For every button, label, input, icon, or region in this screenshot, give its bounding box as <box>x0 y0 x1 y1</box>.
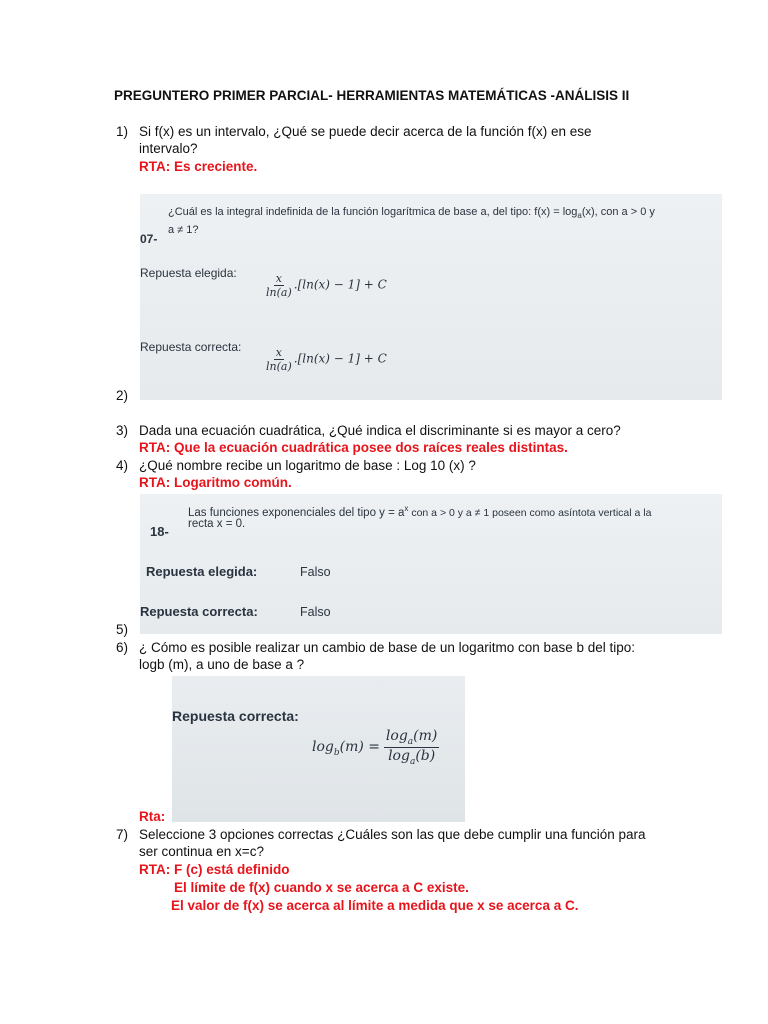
question-screenshot <box>140 194 722 400</box>
question-id: 07- <box>140 232 158 246</box>
question-number: 6) <box>116 640 129 655</box>
chosen-answer-value: Falso <box>300 565 331 579</box>
question-screenshot <box>140 494 722 634</box>
question-text: ¿ Cómo es posible realizar un cambio de base de un logaritmo con base b del tipo: <box>139 640 636 655</box>
question-text: logb (m), a uno de base a ? <box>139 657 305 672</box>
correct-answer-formula: $\frac{x}{\ln(a)}$ .[ln(x) − 1] + C <box>266 346 387 373</box>
question-text: intervalo? <box>139 141 198 156</box>
question-number: 1) <box>116 124 129 139</box>
chosen-answer-label: Repuesta elegida: <box>146 564 258 579</box>
correct-answer-label: Repuesta correcta: <box>140 604 258 619</box>
screenshot-question: recta x = 0. <box>188 518 246 530</box>
answer-screenshot <box>172 676 465 822</box>
page-title: PREGUNTERO PRIMER PARCIAL- HERRAMIENTAS MATEMÁTICAS -ANÁLISIS II <box>114 88 630 103</box>
correct-answer-label: Repuesta correcta: <box>172 708 299 724</box>
answer-text: RTA: F (c) está definido <box>139 862 290 877</box>
question-number: 7) <box>116 827 129 842</box>
correct-answer-label: Repuesta correcta: <box>140 340 242 354</box>
question-text: Si f(x) es un intervalo, ¿Qué se puede decir acerca de la función f(x) en ese <box>139 124 592 139</box>
screenshot-question: ¿Cuál es la integral indefinida de la función logarítmica de base a, del tipo: $f(x) = \log_a(x)$, con a > 0 y <box>168 206 655 221</box>
screenshot-question: a ≠ 1? <box>168 224 199 236</box>
change-of-base-formula: $\log_b(m)$ = $\frac{\log_a(m)}{\log_a(b)}$ <box>312 728 438 767</box>
answer-text: RTA: Que la ecuación cuadrática posee dos raíces reales distintas. <box>139 440 568 455</box>
question-number: 2) <box>116 388 129 403</box>
chosen-answer-label: Repuesta elegida: <box>140 266 237 280</box>
answer-text: RTA: Logaritmo común. <box>139 475 292 490</box>
question-text: Dada una ecuación cuadrática, ¿Qué indica el discriminante si es mayor a cero? <box>139 423 621 438</box>
question-number: 3) <box>116 423 129 438</box>
answer-text: RTA: Es creciente. <box>139 159 258 174</box>
question-text: ¿Qué nombre recibe un logaritmo de base : Log 10 (x) ? <box>139 458 476 473</box>
answer-text: El límite de f(x) cuando x se acerca a C existe. <box>174 880 469 895</box>
question-number: 4) <box>116 458 129 473</box>
chosen-answer-formula: $\frac{x}{\ln(a)}$ .[ln(x) − 1] + C <box>266 272 387 299</box>
correct-answer-value: Falso <box>300 605 331 619</box>
question-text: ser continua en x=c? <box>139 844 264 859</box>
answer-label: Rta: <box>139 809 166 824</box>
question-id: 18- <box>150 524 169 539</box>
answer-text: El valor de f(x) se acerca al límite a medida que x se acerca a C. <box>171 898 579 913</box>
question-number: 5) <box>116 622 129 637</box>
screenshot-question: Las funciones exponenciales del tipo $y = a^x$ con a > 0 y a ≠ 1 poseen como asíntota vertical a la <box>188 504 652 519</box>
question-text: Seleccione 3 opciones correctas ¿Cuáles son las que debe cumplir una función para <box>139 827 646 842</box>
